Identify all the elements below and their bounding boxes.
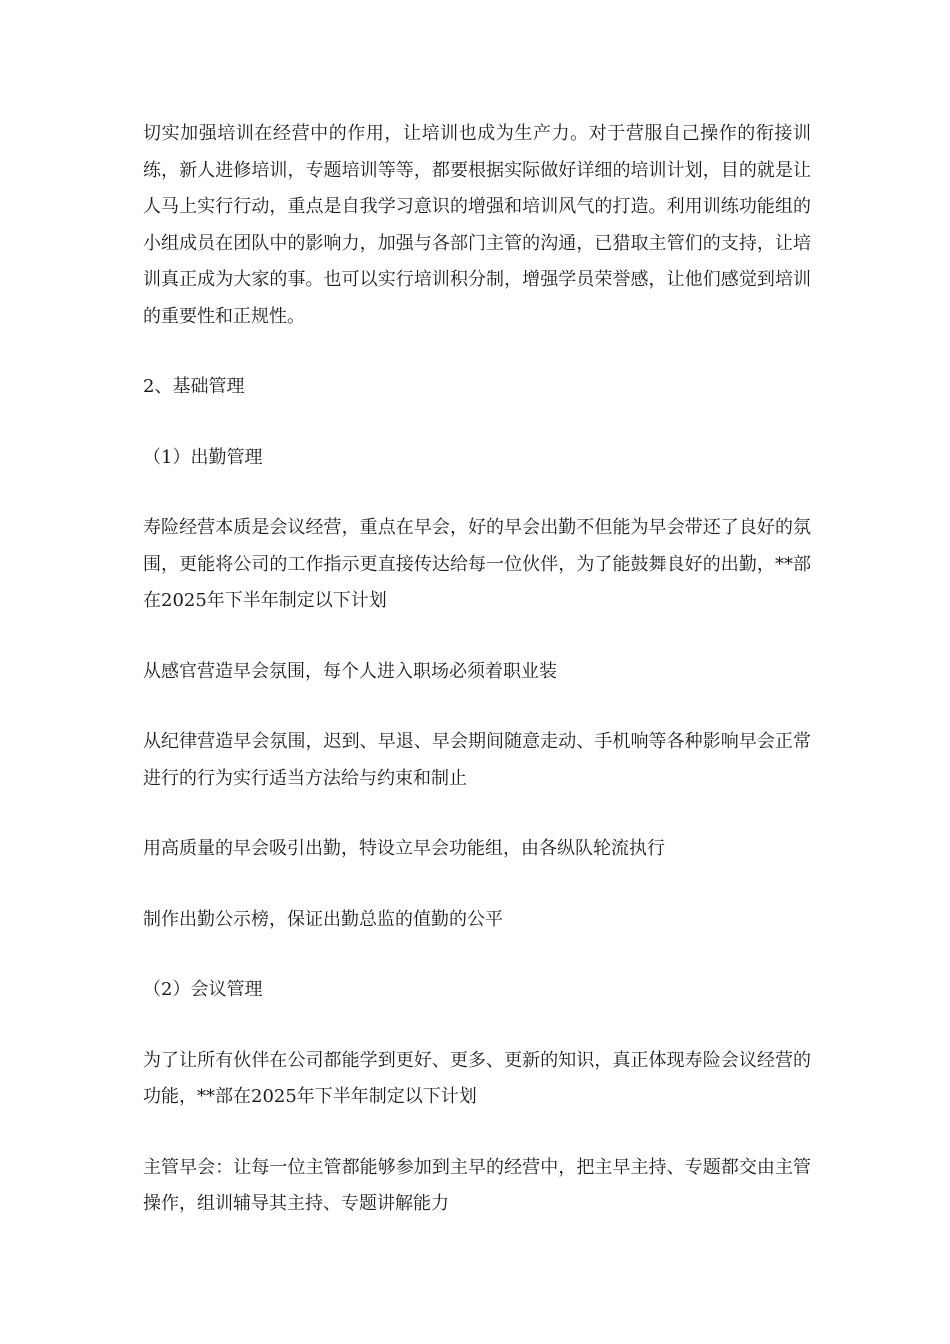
document-body [143, 116, 811, 1223]
paragraph-dress-code: 从感官营造早会氛围，每个人进入职场必须着职业装 [143, 660, 557, 682]
paragraph-attendance-intro: 寿险经营本质是会议经营，重点在早会，好的早会出勤不但能为早会带还了良好的氛围，更能将公司的工作指示更直接传达给每一位伙伴，为了能鼓舞良好的出勤，**部在2025年下半年制定以下计划 [143, 517, 811, 611]
paragraph-spacer [143, 1009, 811, 1043]
paragraph-spacer [143, 690, 811, 724]
paragraph-spacer [143, 1116, 811, 1150]
paragraph-quality-meetings: 用高质量的早会吸引出勤，特设立早会功能组，由各纵队轮流执行 [143, 838, 665, 859]
paragraph-spacer [143, 406, 811, 440]
subheading-attendance: （1）出勤管理 [143, 446, 263, 468]
paragraph-meeting-intro: 为了让所有伙伴在公司都能学到更好、更多、更新的知识，真正体现寿险会议经营的功能，**部在2025年下半年制定以下计划 [143, 1049, 811, 1107]
paragraph-spacer [143, 335, 811, 369]
subheading-meeting-management: （2）会议管理 [143, 979, 263, 1000]
paragraph-spacer [143, 476, 811, 510]
paragraph-spacer [143, 620, 811, 654]
paragraph-spacer [143, 938, 811, 972]
paragraph-spacer [143, 797, 811, 831]
heading-basic-management: 2、基础管理 [143, 376, 245, 397]
paragraph-discipline: 从纪律营造早会氛围，迟到、早退、早会期间随意走动、手机响等各种影响早会正常进行的行为实行适当方法给与约束和制止 [143, 731, 811, 789]
paragraph-supervisor-meeting: 主管早会：让每一位主管都能够参加到主早的经营中，把主早主持、专题都交由主管操作，组训辅导其主持、专题讲解能力 [143, 1156, 811, 1214]
paragraph-training: 切实加强培训在经营中的作用，让培训也成为生产力。对于营服自己操作的衔接训练，新人进修培训，专题培训等等，都要根据实际做好详细的培训计划，目的就是让人马上实行行动，重点是自我学习意识的增强和培训风气的打造。利用训练功能组的小组成员在团队中的影响力，加强与各部门主管的沟通，已猎取主管们的支持，让培训真正成为大家的事。也可以实行培训积分制，增强学员荣誉感，让他们感觉到培训的重要性和正规性。 [143, 123, 811, 327]
paragraph-attendance-board: 制作出勤公示榜，保证出勤总监的值勤的公平 [143, 908, 503, 930]
paragraph-spacer [143, 868, 811, 902]
